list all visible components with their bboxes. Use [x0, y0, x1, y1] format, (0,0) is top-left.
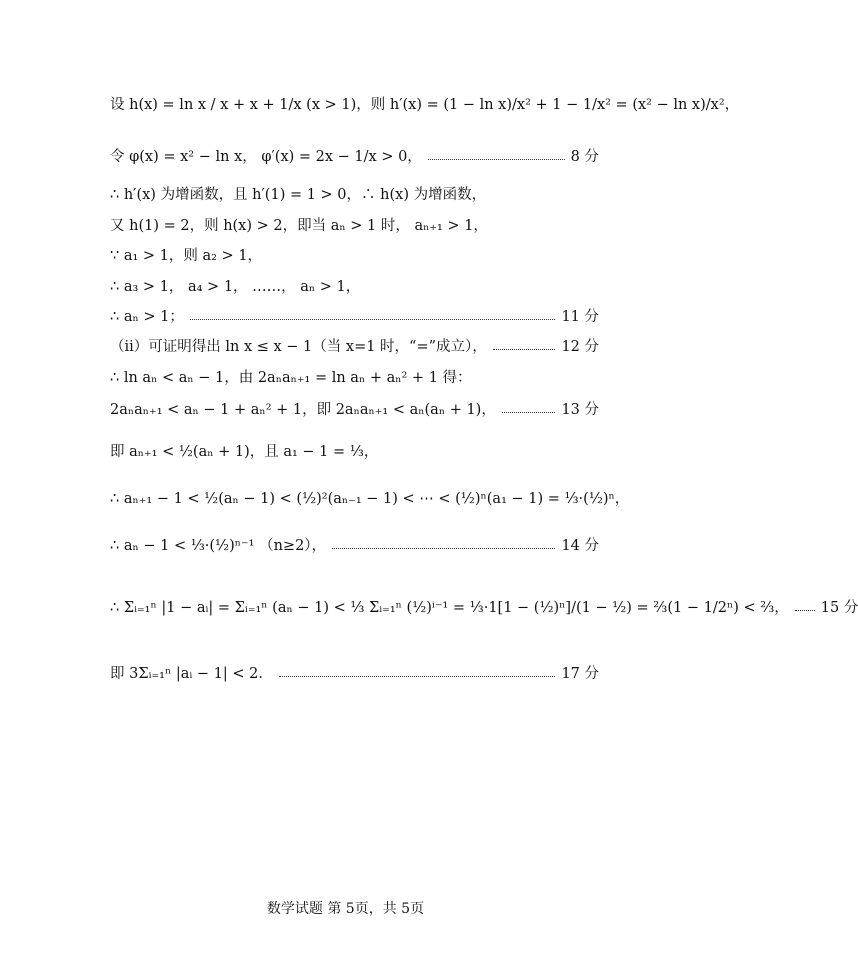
line-text: 又 h(1) = 2，则 h(x) > 2，即当 aₙ > 1 时， aₙ₊₁ > 1， — [110, 218, 488, 234]
line-text: ∴ a₃ > 1， a₄ > 1， ……， aₙ > 1， — [110, 279, 361, 295]
proof-line-5 — [110, 244, 599, 265]
page-footer: 数学试题 第 5页，共 5页 — [266, 901, 425, 917]
score-label: 11 分 — [561, 309, 599, 325]
line-text: 2aₙaₙ₊₁ < aₙ − 1 + aₙ² + 1，即 2aₙaₙ₊₁ < aₙ(aₙ + 1)， — [110, 402, 496, 418]
line-text: ∴ Σᵢ₌₁ⁿ |1 − aᵢ| = Σᵢ₌₁ⁿ (aₙ − 1) < ⅓ Σᵢ₌₁ⁿ (½)ⁱ⁻¹ = ⅓·1[1 − (½)ⁿ]/(1 − ½) = ⅔(1 − 1/2ⁿ) < ⅔， — [110, 600, 789, 616]
line-text: ∴ ln aₙ < aₙ − 1，由 2aₙaₙ₊₁ = ln aₙ + aₙ² + 1 得： — [110, 370, 472, 386]
proof-line-15 — [110, 662, 599, 683]
line-text: ∵ a₁ > 1，则 a₂ > 1， — [110, 248, 263, 264]
proof-line-11 — [110, 440, 599, 461]
score-label: 17 分 — [561, 666, 599, 682]
leader-dots — [428, 159, 565, 160]
score-label: 14 分 — [561, 538, 599, 554]
line-text: ∴ aₙ − 1 < ⅓·(½)ⁿ⁻¹ （n≥2）， — [110, 538, 327, 554]
proof-line-14 — [110, 596, 858, 617]
proof-line-3 — [110, 183, 599, 204]
proof-line-8 — [110, 335, 599, 356]
proof-line-7 — [110, 305, 599, 326]
proof-line-9 — [110, 366, 599, 387]
leader-dots — [502, 412, 556, 413]
score-label: 12 分 — [561, 339, 599, 355]
line-text: ∴ h′(x) 为增函数，且 h′(1) = 1 > 0，∴ h(x) 为增函数， — [110, 187, 487, 203]
proof-line-2 — [110, 145, 599, 166]
proof-line-6 — [110, 275, 599, 296]
proof-line-13 — [110, 534, 599, 555]
line-text: ∴ aₙ > 1； — [110, 309, 184, 325]
score-label: 15 分 — [820, 600, 858, 616]
leader-dots — [795, 610, 815, 611]
leader-dots — [279, 676, 556, 677]
line-text: 令 φ(x) = x² − ln x， φ′(x) = 2x − 1/x > 0， — [110, 149, 422, 165]
score-label: 8 分 — [570, 149, 599, 165]
proof-line-10 — [110, 398, 599, 419]
line-text: ∴ aₙ₊₁ − 1 < ½(aₙ − 1) < (½)²(aₙ₋₁ − 1) < ⋯ < (½)ⁿ(a₁ − 1) = ⅓·(½)ⁿ， — [110, 491, 630, 507]
proof-line-4 — [110, 214, 599, 235]
proof-line-1 — [110, 93, 740, 114]
line-text: 即 aₙ₊₁ < ½(aₙ + 1)，且 a₁ − 1 = ⅓， — [110, 444, 379, 460]
line-text: 即 3Σᵢ₌₁ⁿ |aᵢ − 1| < 2． — [110, 666, 273, 682]
line-text: （ii）可证明得出 ln x ≤ x − 1（当 x=1 时，“=”成立）， — [110, 339, 487, 355]
leader-dots — [190, 319, 556, 320]
proof-line-12 — [110, 487, 630, 508]
leader-dots — [493, 349, 556, 350]
leader-dots — [332, 548, 555, 549]
score-label: 13 分 — [561, 402, 599, 418]
line-text: 设 h(x) = ln x / x + x + 1/x (x > 1)，则 h′(x) = (1 − ln x)/x² + 1 − 1/x² = (x² − ln x)/x²， — [110, 97, 740, 113]
